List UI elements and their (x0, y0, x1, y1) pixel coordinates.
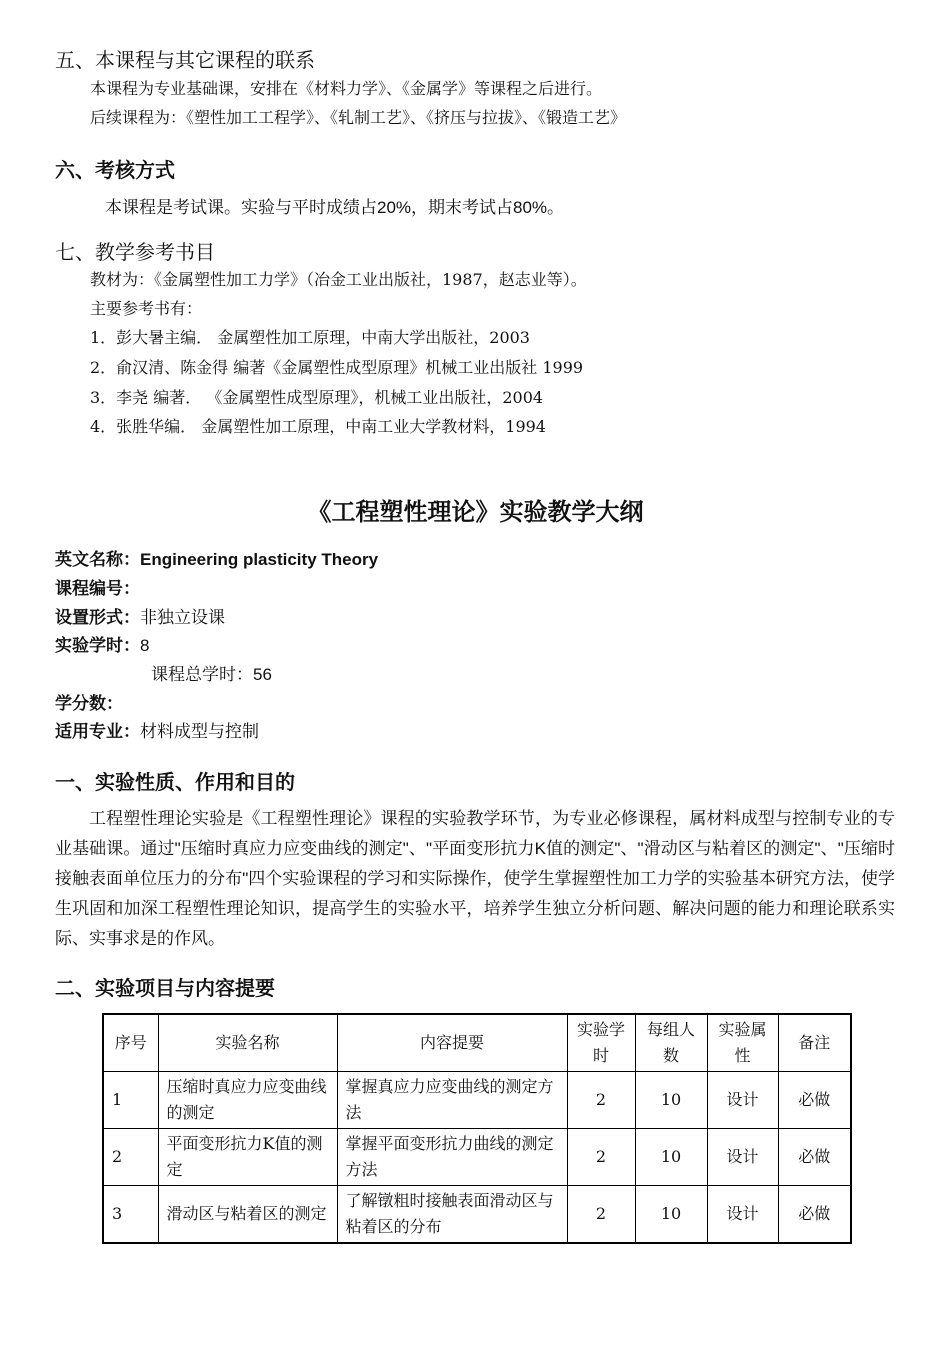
header-cell: 内容提要 (337, 1014, 567, 1072)
course-code-row (55, 574, 140, 599)
section6-line1: 本课程是考试课。实验与平时成绩占20%，期末考试占80%。 (105, 198, 565, 217)
form-value: 非独立设课 (140, 608, 225, 627)
table-row (103, 1129, 851, 1186)
table-cell: 平面变形抗力K值的测定 (158, 1129, 337, 1186)
experiment-table (102, 1013, 852, 1244)
table-row (103, 1186, 851, 1244)
table-cell: 了解镦粗时接触表面滑动区与粘着区的分布 (337, 1186, 567, 1244)
header-cell: 序号 (103, 1014, 158, 1072)
section7-heading: 七、教学参考书目 (55, 240, 215, 264)
lab-hours-label: 实验学时： (55, 636, 140, 655)
table-cell: 必做 (778, 1186, 851, 1244)
table-cell: 2 (567, 1072, 635, 1129)
refs-label: 主要参考书有： (90, 299, 203, 318)
textbook-line: 教材为：《金属塑性加工力学》（冶金工业出版社，1987，赵志业等）。 (90, 270, 587, 289)
table-cell: 掌握真应力应变曲线的测定方法 (337, 1072, 567, 1129)
header-cell: 实验学时 (567, 1014, 635, 1072)
table-cell: 10 (635, 1072, 707, 1129)
total-hours: 课程总学时：56 (151, 665, 272, 684)
english-name-row (55, 545, 378, 570)
page-title: 《工程塑性理论》实验教学大纲 (307, 499, 644, 526)
table-cell: 10 (635, 1129, 707, 1186)
section5-line2: 后续课程为：《塑性加工工程学》、《轧制工艺》、《挤压与拉拔》、《锻造工艺》 (90, 108, 627, 127)
header-cell: 备注 (778, 1014, 851, 1072)
english-name-value: Engineering plasticity Theory (140, 550, 379, 569)
ref-item: 2．俞汉清、陈金得 编著《金属塑性成型原理》机械工业出版社 1999 (90, 358, 584, 377)
section5-heading: 五、本课程与其它课程的联系 (55, 48, 315, 72)
header-cell: 每组人数 (635, 1014, 707, 1072)
sec1-heading: 一、实验性质、作用和目的 (55, 772, 295, 794)
table-row (103, 1072, 851, 1129)
form-label: 设置形式： (55, 608, 140, 627)
table-cell: 必做 (778, 1072, 851, 1129)
table-header-row (103, 1014, 851, 1072)
table-cell: 设计 (707, 1186, 778, 1244)
table-cell: 1 (103, 1072, 158, 1129)
table-cell: 3 (103, 1186, 158, 1244)
table-cell: 2 (567, 1186, 635, 1244)
table-cell: 设计 (707, 1072, 778, 1129)
ref-item: 1．彭大暑主编． 金属塑性加工原理，中南大学出版社，2003 (90, 328, 530, 347)
ref-item: 3．李尧 编著． 《金属塑性成型原理》，机械工业出版社，2004 (90, 388, 544, 407)
table-cell: 必做 (778, 1129, 851, 1186)
sec1-paragraph: 工程塑性理论实验是《工程塑性理论》课程的实验教学环节，为专业必修课程，属材料成型与控制专业的专业基础课。通过"压缩时真应力应变曲线的测定"、"平面变形抗力K值的测定"、"滑动区与粘着区的测定"、"压缩时接触表面单位压力的分布"四个实验课程的学习和实际操作，使学生掌握塑性加工力学的实验基本研究方法，使学生巩固和加深工程塑性理论知识，提高学生的实验水平，培养学生独立分析问题、解决问题的能力和理论联系实际、实事求是的作风。 (55, 809, 895, 948)
lab-hours-row (55, 631, 149, 656)
course-code-label: 课程编号： (55, 579, 140, 598)
ref-item: 4．张胜华编． 金属塑性加工原理，中南工业大学教材料，1994 (90, 417, 546, 436)
sec2-heading: 二、实验项目与内容提要 (55, 978, 275, 1000)
major-row (55, 717, 259, 742)
table-cell: 2 (567, 1129, 635, 1186)
header-cell: 实验名称 (158, 1014, 337, 1072)
credits-row (55, 689, 123, 714)
english-name-label: 英文名称： (55, 550, 140, 569)
section5-line1: 本课程为专业基础课，安排在《材料力学》、《金属学》等课程之后进行。 (90, 79, 603, 98)
table-cell: 掌握平面变形抗力曲线的测定方法 (337, 1129, 567, 1186)
table-cell: 设计 (707, 1129, 778, 1186)
major-value: 材料成型与控制 (140, 722, 259, 741)
table-cell: 滑动区与粘着区的测定 (158, 1186, 337, 1244)
table-cell: 2 (103, 1129, 158, 1186)
header-cell: 实验属性 (707, 1014, 778, 1072)
major-label: 适用专业： (55, 722, 140, 741)
table-cell: 10 (635, 1186, 707, 1244)
form-row (55, 603, 225, 628)
credits-label: 学分数： (55, 694, 123, 713)
lab-hours-value: 8 (140, 636, 150, 655)
table-cell: 压缩时真应力应变曲线的测定 (158, 1072, 337, 1129)
section6-heading: 六、考核方式 (55, 160, 175, 182)
